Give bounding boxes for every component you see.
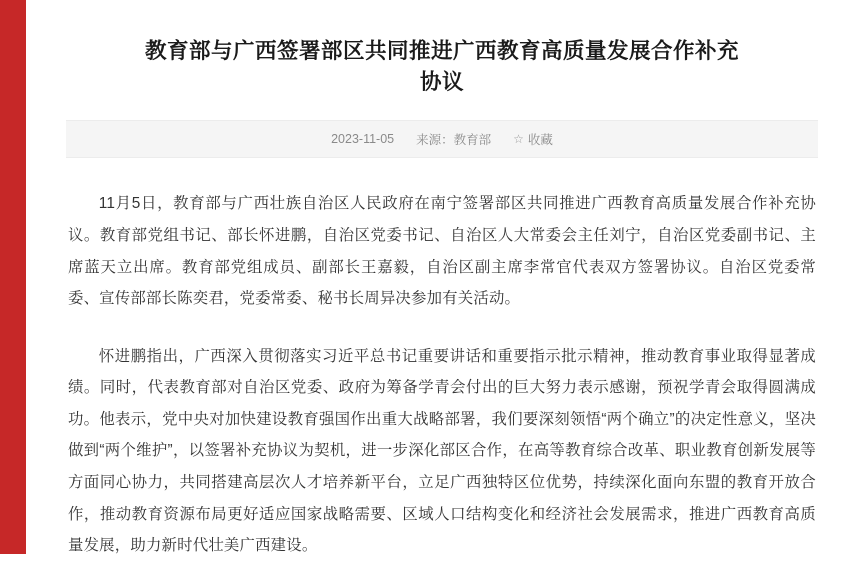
favorite-button[interactable]	[513, 130, 553, 148]
article-source: 来源：教育部	[416, 133, 492, 148]
article-paragraph: 11月5日，教育部与广西壮族自治区人民政府在南宁签署部区共同推进广西教育高质量发展合作补充协议。教育部党组书记、部长怀进鹏，自治区党委书记、自治区人大常委会主任刘宁，自治区党委副书记、主席蓝天立出席。教育部党组成员、副部长王嘉毅，自治区副主席李常官代表双方签署协议。自治区党委常委、宣传部部长陈奕君，党委常委、秘书长周异决参加有关活动。	[68, 195, 816, 308]
publish-date: 2023-11-05	[331, 132, 395, 147]
article-content	[26, 0, 858, 554]
favorite-label: 收藏	[527, 133, 553, 148]
page-title: 教育部与广西签署部区共同推进广西教育高质量发展合作补充协议	[144, 39, 739, 95]
article-meta-bar	[66, 120, 818, 158]
article-body	[26, 158, 858, 561]
article-paragraph: 怀进鹏指出，广西深入贯彻落实习近平总书记重要讲话和重要指示批示精神，推动教育事业取得显著成绩。同时，代表教育部对自治区党委、政府为筹备学青会付出的巨大努力表示感谢，预祝学青会取得圆满成功。他表示，党中央对加快建设教育强国作出重大战略部署，我们要深刻领悟“两个确立”的决定性意义，坚决做到“两个维护”，以签署补充协议为契机，进一步深化部区合作，在高等教育综合改革、职业教育创新发展等方面同心协力，共同搭建高层次人才培养新平台，立足广西独特区位优势，持续深化面向东盟的教育开放合作，推动教育资源布局更好适应国家战略需要、区域人口结构变化和经济社会发展需求，推进广西教育高质量发展，助力新时代壮美广西建设。	[68, 347, 816, 555]
left-accent-bar	[0, 0, 26, 554]
star-icon: ☆	[513, 132, 524, 147]
